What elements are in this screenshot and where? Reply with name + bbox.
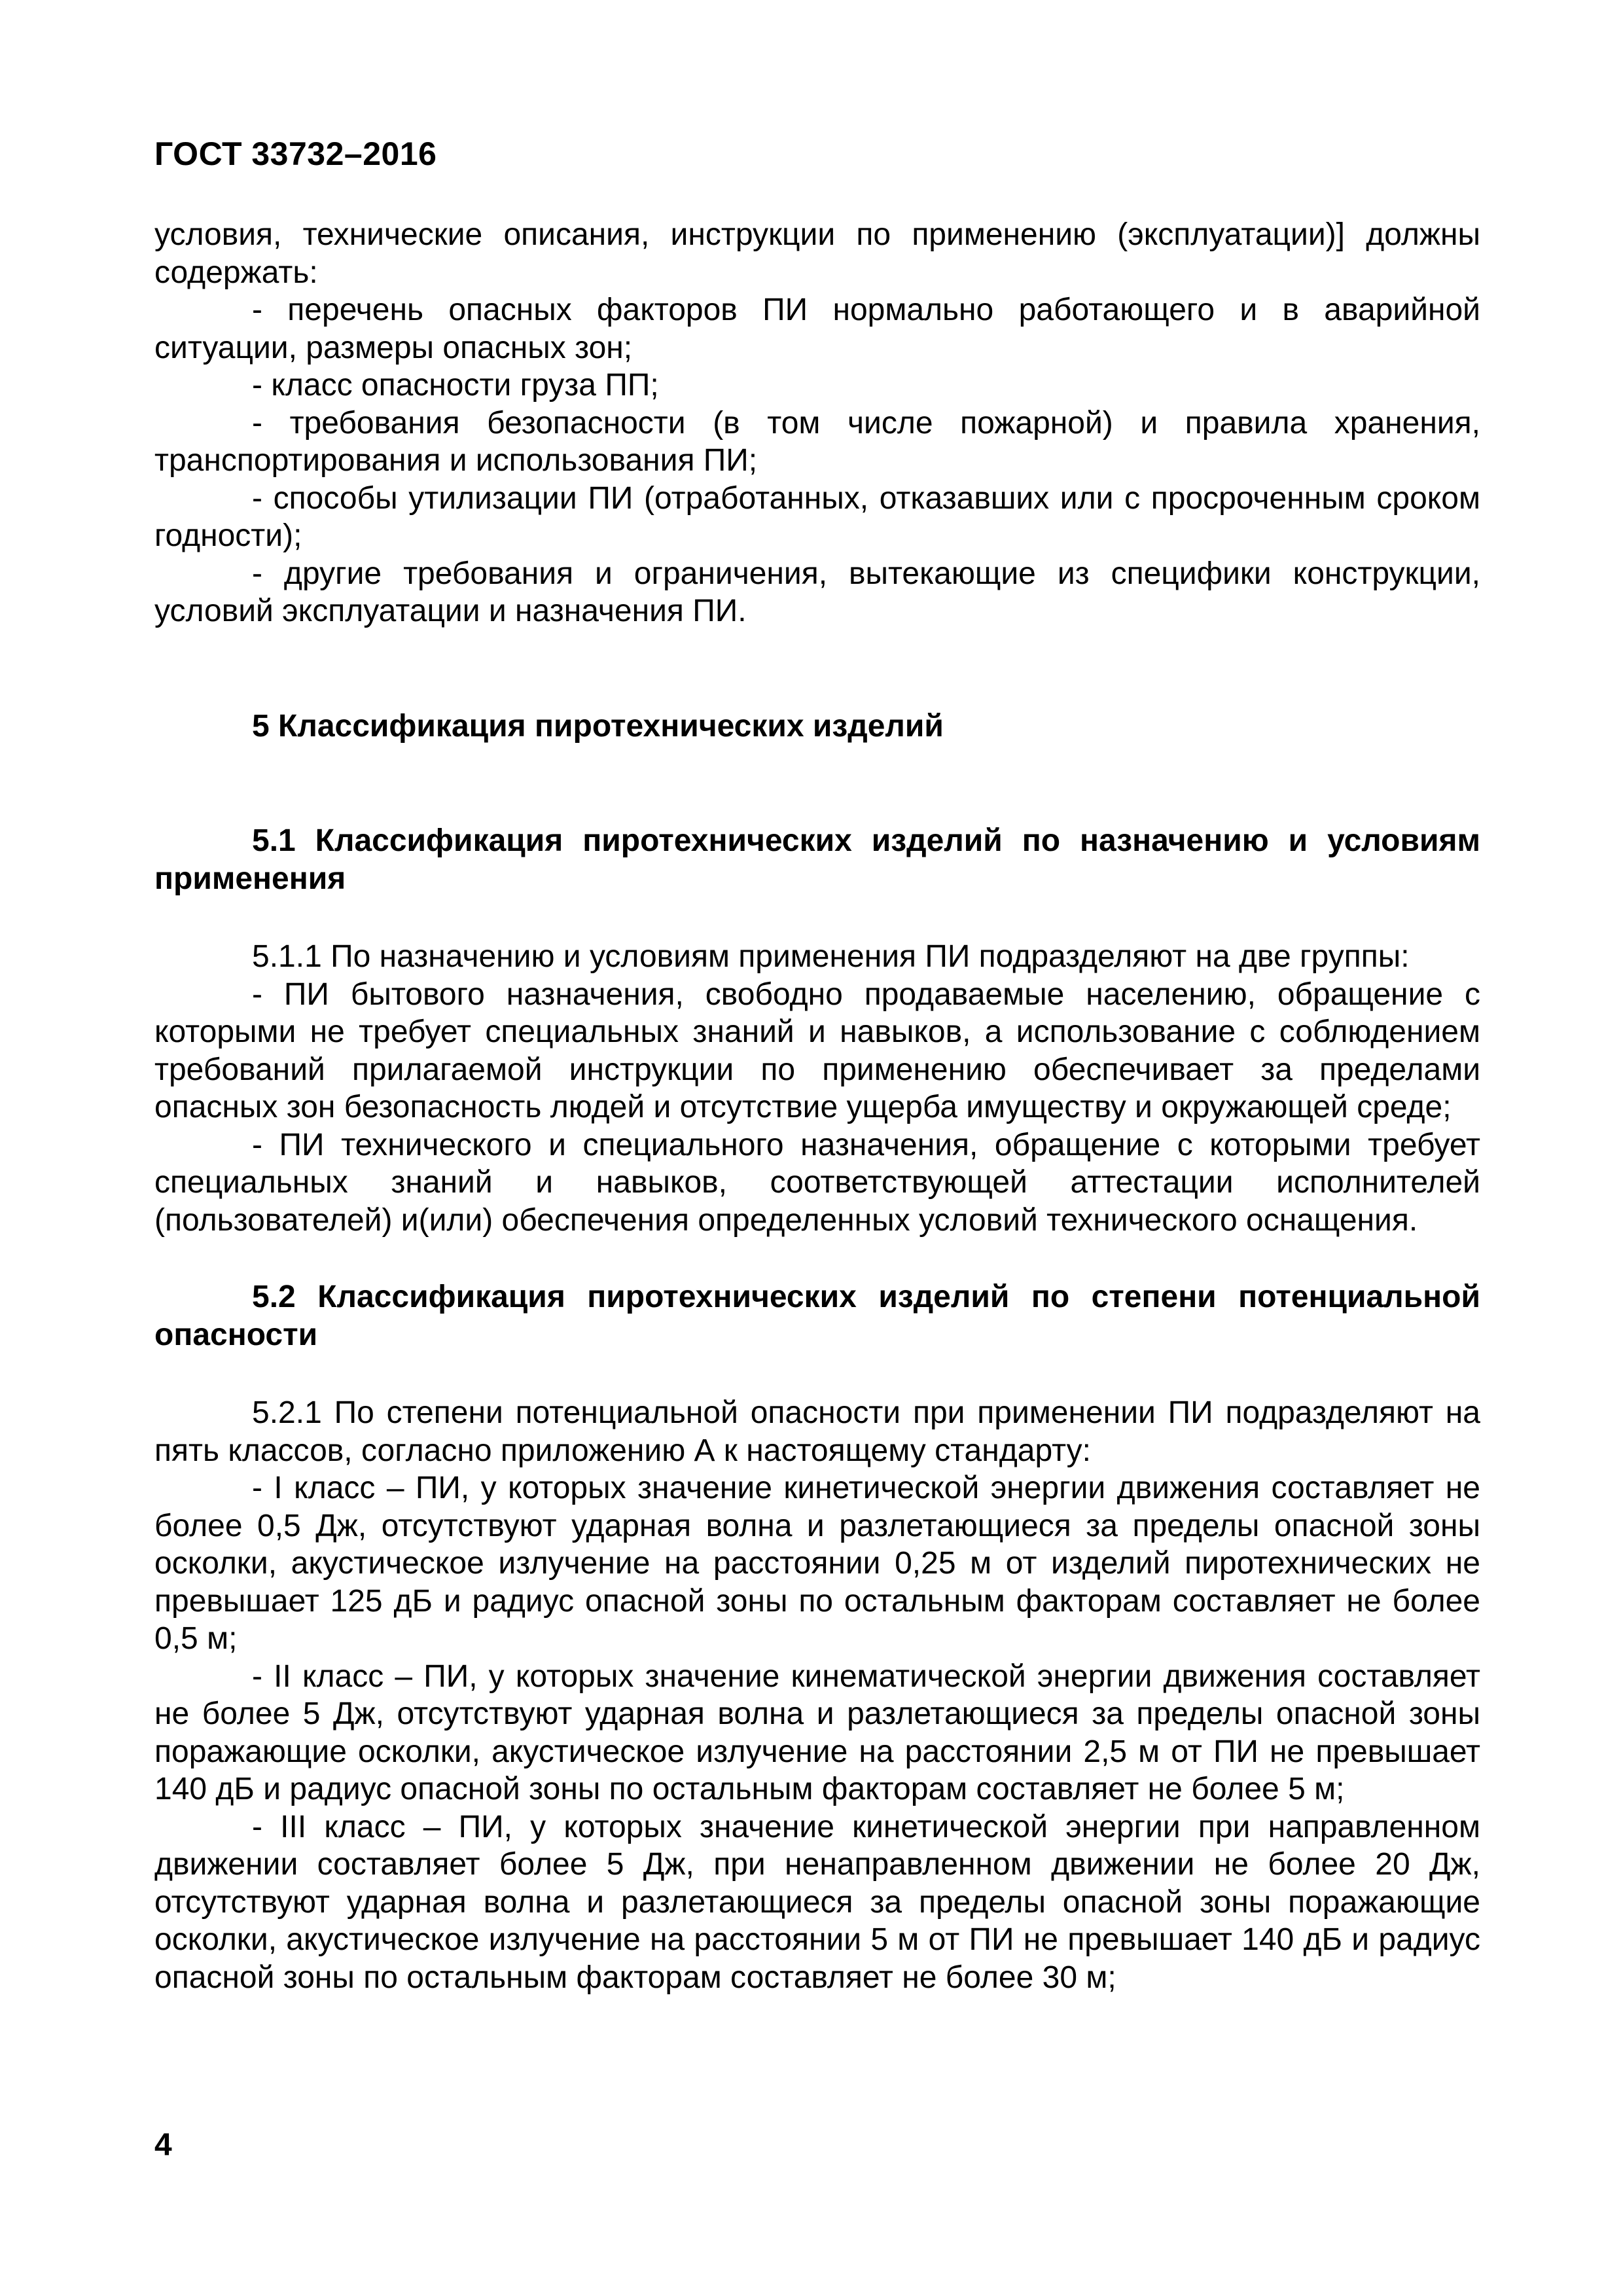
list-item: - перечень опасных факторов ПИ нормально работающего и в аварийной ситуации, размеры опасных зон; [154, 293, 1480, 365]
list-item: - ПИ технического и специального назначения, обращение с которыми требует специальных знаний и навыков, соответствующей аттестации исполнителей (пользователей) и(или) обеспечения определенных условий технического оснащения. [154, 1127, 1480, 1238]
section-5-2-heading: 5.2 Классификация пиротехнических изделий по степени потенциальной опасности [154, 1280, 1480, 1352]
list-item: - II класс – ПИ, у которых значение кинематической энергии движения составляет не более 5 Дж, отсутствуют ударная волна и разлетающиеся за пределы опасной зоны поражающие осколки, акустическое излучение на расстоянии 2,5 м от ПИ не превышает 140 дБ и радиус опасной зоны по остальным факторам составляет не более 5 м; [154, 1659, 1480, 1806]
list-item: - класс опасности груза ПП; [252, 368, 659, 403]
list-item: - III класс – ПИ, у которых значение кинетической энергии при направленном движении составляет более 5 Дж, при ненаправленном движении не более 20 Дж, отсутствуют ударная волна и разлетающиеся за пределы опасной зоны поражающие осколки, акустическое излучение на расстоянии 5 м от ПИ не превышает 140 дБ и радиус опасной зоны по остальным факторам составляет не более 30 м; [154, 1809, 1480, 1995]
list-item: - другие требования и ограничения, вытекающие из специфики конструкции, условий эксплуатации и назначения ПИ. [154, 556, 1480, 628]
list-item: - требования безопасности (в том числе пожарной) и правила хранения, транспортирования и использования ПИ; [154, 405, 1480, 478]
list-item: - способы утилизации ПИ (отработанных, отказавших или с просроченным сроком годности); [154, 480, 1480, 553]
list-item: - ПИ бытового назначения, свободно продаваемые населению, обращение с которыми не требует специальных знаний и навыков, а использование с соблюдением требований прилагаемой инструкции по применению обеспечивает за пределами опасных зон безопасность людей и отсутствие ущерба имуществу и окружающей среде; [154, 977, 1480, 1124]
standard-code-header: ГОСТ 33732–2016 [154, 135, 437, 172]
section-5-1-heading: 5.1 Классификация пиротехнических изделий по назначению и условиям применения [154, 823, 1480, 896]
continuation-intro: условия, технические описания, инструкции по применению (эксплуатации)] должны содержать: [154, 217, 1480, 290]
section-5-heading: 5 Классификация пиротехнических изделий [252, 708, 944, 744]
clause-5-2-1: 5.2.1 По степени потенциальной опасности при применении ПИ подразделяют на пять классов, согласно приложению А к настоящему стандарту: [154, 1395, 1480, 1468]
document-body [154, 216, 1480, 1996]
list-item: - I класс – ПИ, у которых значение кинетической энергии движения составляет не более 0,5 Дж, отсутствуют ударная волна и разлетающиеся за пределы опасной зоны осколки, акустическое излучение на расстоянии 0,25 м от изделий пиротехнических не превышает 125 дБ и радиус опасной зоны по остальным факторам составляет не более 0,5 м; [154, 1471, 1480, 1656]
page-number: 4 [154, 2128, 172, 2162]
clause-5-1-1: 5.1.1 По назначению и условиям применения ПИ подразделяют на две группы: [252, 939, 1410, 974]
